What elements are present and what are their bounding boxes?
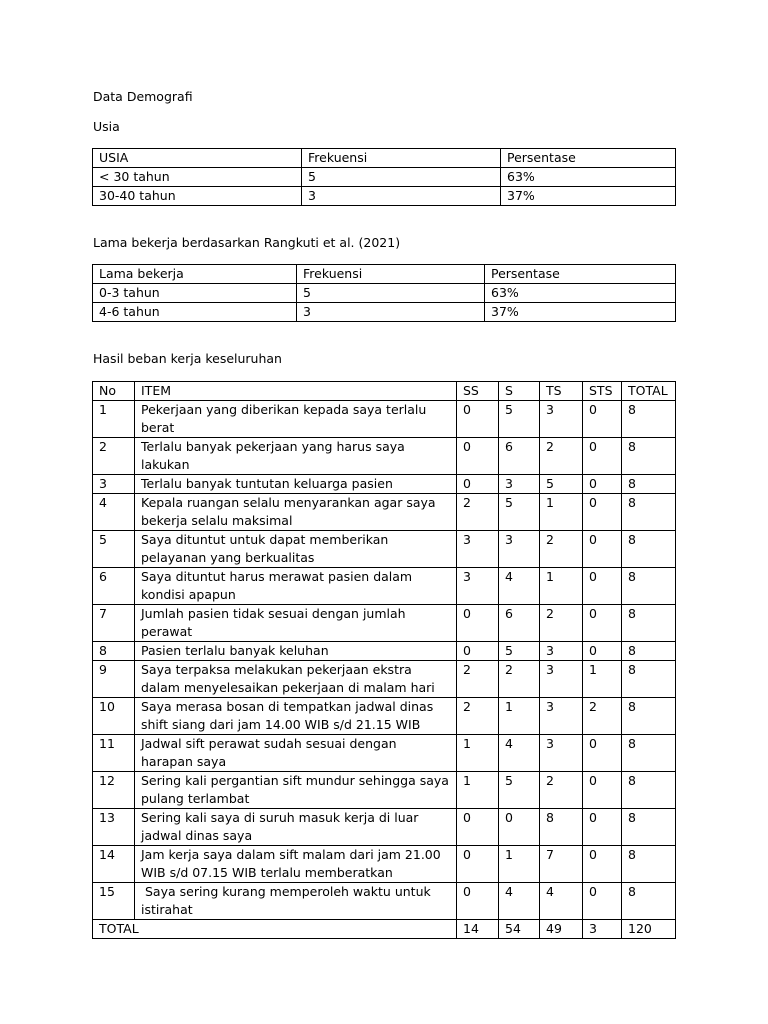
table-cell: 8 <box>622 642 676 661</box>
header-cell: Frekuensi <box>297 265 485 284</box>
table-row <box>93 475 676 494</box>
table-cell: 3 <box>540 661 583 698</box>
table-cell: 8 <box>622 475 676 494</box>
table-cell: 4 <box>499 735 540 772</box>
item-cell: Saya terpaksa melakukan pekerjaan ekstra dalam menyelesaikan pekerjaan di malam hari <box>135 661 457 698</box>
beban-kerja-heading: Hasil beban kerja keseluruhan <box>93 351 282 366</box>
table-cell: 6 <box>93 568 135 605</box>
item-cell: Sering kali saya di suruh masuk kerja di luar jadwal dinas saya <box>135 809 457 846</box>
table-row <box>93 605 676 642</box>
table-cell: 0 <box>583 475 622 494</box>
table-cell: 3 <box>540 698 583 735</box>
table-cell: 8 <box>622 772 676 809</box>
item-cell: Saya dituntut harus merawat pasien dalam kondisi apapun <box>135 568 457 605</box>
table-cell: 8 <box>622 605 676 642</box>
table-row <box>93 642 676 661</box>
header-row <box>93 265 676 284</box>
header-cell: SS <box>457 382 499 401</box>
table-cell: 3 <box>540 642 583 661</box>
table-cell: 2 <box>457 661 499 698</box>
table-cell: 0 <box>583 735 622 772</box>
table-cell: 0-3 tahun <box>93 284 297 303</box>
item-cell: Saya dituntut untuk dapat memberikan pelayanan yang berkualitas <box>135 531 457 568</box>
table-cell: 8 <box>622 494 676 531</box>
table-cell: 1 <box>499 698 540 735</box>
table-cell: 4 <box>540 883 583 920</box>
table-cell: 3 <box>499 475 540 494</box>
table-cell: 2 <box>583 698 622 735</box>
beban-kerja-table <box>92 381 676 939</box>
table-cell: 1 <box>457 735 499 772</box>
total-label: TOTAL <box>93 920 457 939</box>
table-row <box>93 846 676 883</box>
header-cell: No <box>93 382 135 401</box>
table-cell: 1 <box>499 846 540 883</box>
table-row <box>93 168 676 187</box>
table-cell: 6 <box>499 438 540 475</box>
table-cell: 12 <box>93 772 135 809</box>
table-row <box>93 438 676 475</box>
table-cell: 1 <box>457 772 499 809</box>
table-row <box>93 531 676 568</box>
header-cell: Lama bekerja <box>93 265 297 284</box>
usia-heading: Usia <box>93 119 120 134</box>
item-cell: Jadwal sift perawat sudah sesuai dengan harapan saya <box>135 735 457 772</box>
table-cell: 1 <box>93 401 135 438</box>
item-cell: Pasien terlalu banyak keluhan <box>135 642 457 661</box>
table-cell: 0 <box>583 605 622 642</box>
table-cell: 0 <box>583 846 622 883</box>
table-cell: 3 <box>540 735 583 772</box>
total-cell: 54 <box>499 920 540 939</box>
table-cell: 0 <box>457 883 499 920</box>
table-cell: 0 <box>457 438 499 475</box>
table-cell: 3 <box>457 568 499 605</box>
item-cell: Saya merasa bosan di tempatkan jadwal dinas shift siang dari jam 14.00 WIB s/d 21.15 WIB <box>135 698 457 735</box>
table-cell: 2 <box>93 438 135 475</box>
table-cell: 11 <box>93 735 135 772</box>
lama-bekerja-table <box>92 264 676 322</box>
table-cell: 0 <box>457 605 499 642</box>
document-title: Data Demografi <box>93 89 193 104</box>
table-cell: 0 <box>457 846 499 883</box>
item-cell: Terlalu banyak pekerjaan yang harus saya lakukan <box>135 438 457 475</box>
table-cell: 3 <box>302 187 501 206</box>
table-cell: 2 <box>540 605 583 642</box>
total-cell: 49 <box>540 920 583 939</box>
table-cell: 37% <box>485 303 676 322</box>
table-cell: 8 <box>622 698 676 735</box>
table-cell: 4 <box>93 494 135 531</box>
table-cell: 2 <box>499 661 540 698</box>
table-cell: 8 <box>93 642 135 661</box>
table-cell: 5 <box>540 475 583 494</box>
table-cell: 5 <box>297 284 485 303</box>
header-cell: USIA <box>93 149 302 168</box>
table-cell: 10 <box>93 698 135 735</box>
table-cell: 0 <box>583 438 622 475</box>
table-row <box>93 401 676 438</box>
item-cell: Sering kali pergantian sift mundur sehingga saya pulang terlambat <box>135 772 457 809</box>
table-cell: 5 <box>302 168 501 187</box>
table-cell: 0 <box>583 642 622 661</box>
header-row <box>93 382 676 401</box>
table-cell: 0 <box>457 401 499 438</box>
table-cell: 3 <box>297 303 485 322</box>
total-row <box>93 920 676 939</box>
header-row <box>93 149 676 168</box>
table-row <box>93 698 676 735</box>
table-row <box>93 809 676 846</box>
header-cell: Persentase <box>501 149 676 168</box>
table-cell: 9 <box>93 661 135 698</box>
table-row <box>93 661 676 698</box>
table-cell: 0 <box>583 531 622 568</box>
table-cell: 63% <box>501 168 676 187</box>
table-cell: 8 <box>540 809 583 846</box>
table-cell: 0 <box>583 401 622 438</box>
header-cell: ITEM <box>135 382 457 401</box>
table-cell: 8 <box>622 809 676 846</box>
table-cell: 4 <box>499 568 540 605</box>
item-cell: Pekerjaan yang diberikan kepada saya terlalu berat <box>135 401 457 438</box>
header-cell: STS <box>583 382 622 401</box>
table-cell: 13 <box>93 809 135 846</box>
table-cell: 3 <box>499 531 540 568</box>
header-cell: Persentase <box>485 265 676 284</box>
table-row <box>93 303 676 322</box>
table-cell: 0 <box>583 772 622 809</box>
table-cell: 4-6 tahun <box>93 303 297 322</box>
item-cell: Terlalu banyak tuntutan keluarga pasien <box>135 475 457 494</box>
table-row <box>93 735 676 772</box>
table-cell: 2 <box>540 531 583 568</box>
table-cell: 0 <box>583 883 622 920</box>
table-cell: 0 <box>583 809 622 846</box>
table-cell: 8 <box>622 531 676 568</box>
table-cell: 3 <box>93 475 135 494</box>
item-cell: Jam kerja saya dalam sift malam dari jam 21.00 WIB s/d 07.15 WIB terlalu memberatkan <box>135 846 457 883</box>
table-cell: 2 <box>540 438 583 475</box>
table-cell: 37% <box>501 187 676 206</box>
header-cell: TS <box>540 382 583 401</box>
table-cell: 2 <box>540 772 583 809</box>
table-cell: 8 <box>622 846 676 883</box>
usia-table <box>92 148 676 206</box>
table-cell: 8 <box>622 438 676 475</box>
header-cell: Frekuensi <box>302 149 501 168</box>
table-row <box>93 568 676 605</box>
table-cell: 15 <box>93 883 135 920</box>
table-cell: 14 <box>93 846 135 883</box>
header-cell: S <box>499 382 540 401</box>
total-cell: 14 <box>457 920 499 939</box>
table-cell: 63% <box>485 284 676 303</box>
item-cell: Saya sering kurang memperoleh waktu untuk istirahat <box>135 883 457 920</box>
table-cell: 0 <box>499 809 540 846</box>
table-cell: 2 <box>457 698 499 735</box>
table-cell: 2 <box>457 494 499 531</box>
table-cell: 0 <box>457 809 499 846</box>
item-cell: Kepala ruangan selalu menyarankan agar saya bekerja selalu maksimal <box>135 494 457 531</box>
table-cell: 5 <box>499 494 540 531</box>
table-cell: 4 <box>499 883 540 920</box>
table-cell: 5 <box>499 401 540 438</box>
table-cell: 7 <box>93 605 135 642</box>
table-cell: 8 <box>622 401 676 438</box>
table-cell: 8 <box>622 883 676 920</box>
total-cell: 3 <box>583 920 622 939</box>
table-row <box>93 883 676 920</box>
table-cell: 8 <box>622 568 676 605</box>
table-cell: 5 <box>93 531 135 568</box>
table-cell: 3 <box>540 401 583 438</box>
table-cell: 30-40 tahun <box>93 187 302 206</box>
table-cell: 0 <box>457 642 499 661</box>
table-cell: 0 <box>457 475 499 494</box>
table-cell: 6 <box>499 605 540 642</box>
table-cell: 8 <box>622 661 676 698</box>
table-cell: 7 <box>540 846 583 883</box>
item-cell: Jumlah pasien tidak sesuai dengan jumlah perawat <box>135 605 457 642</box>
table-row <box>93 772 676 809</box>
table-cell: 1 <box>540 568 583 605</box>
total-cell: 120 <box>622 920 676 939</box>
table-cell: 3 <box>457 531 499 568</box>
table-cell: 0 <box>583 568 622 605</box>
table-cell: 5 <box>499 772 540 809</box>
header-cell: TOTAL <box>622 382 676 401</box>
table-row <box>93 187 676 206</box>
table-cell: 8 <box>622 735 676 772</box>
lama-bekerja-heading: Lama bekerja berdasarkan Rangkuti et al. (2021) <box>93 235 401 250</box>
table-row <box>93 494 676 531</box>
table-cell: 1 <box>583 661 622 698</box>
table-cell: 0 <box>583 494 622 531</box>
table-cell: 5 <box>499 642 540 661</box>
table-cell: < 30 tahun <box>93 168 302 187</box>
table-cell: 1 <box>540 494 583 531</box>
table-row <box>93 284 676 303</box>
